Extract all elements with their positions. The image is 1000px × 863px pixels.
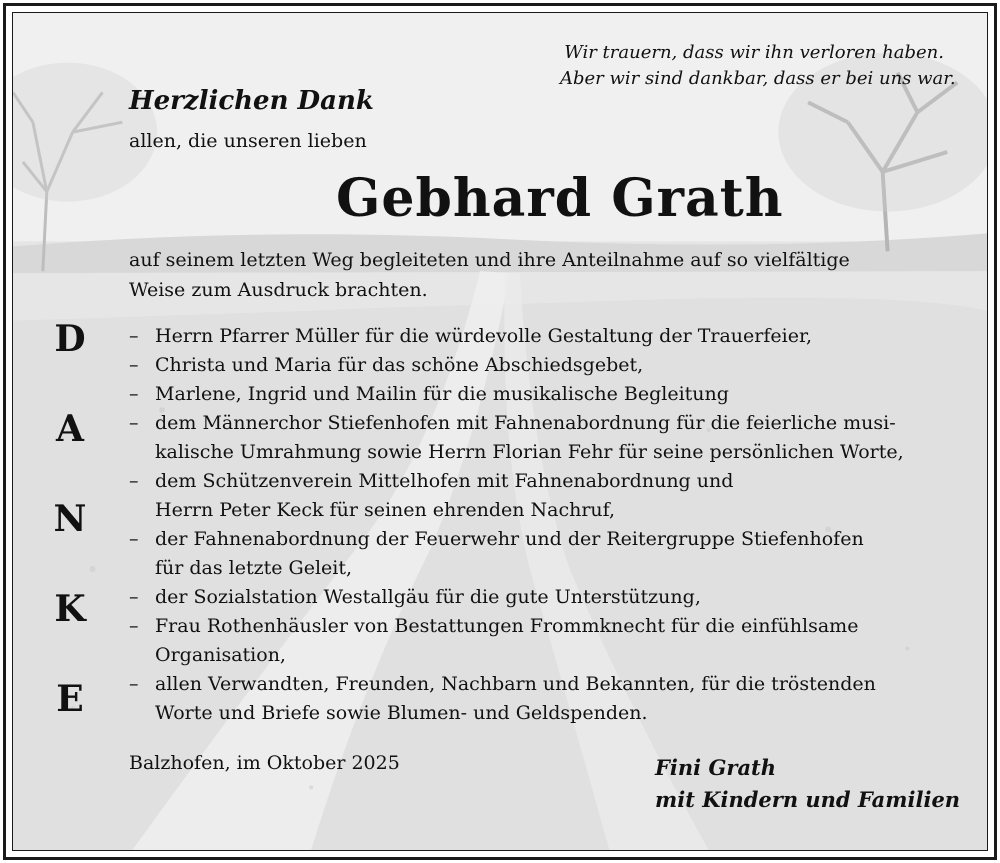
dash-bullet: – [129, 470, 139, 492]
thanks-item-line: Organisation, [155, 644, 286, 666]
deceased-name: Gebhard Grath [336, 168, 784, 229]
dash-bullet: – [129, 528, 139, 550]
thanks-item [129, 467, 904, 525]
thanks-item-line: Herrn Pfarrer Müller für die würdevolle Gestaltung der Trauerfeier, [155, 325, 812, 347]
place-date: Balzhofen, im Oktober 2025 [129, 752, 400, 774]
thanks-item-line: dem Schützenverein Mittelhofen mit Fahnenabordnung und [155, 470, 734, 492]
dash-bullet: – [129, 412, 139, 434]
thanks-item [129, 351, 904, 380]
thanks-item-line: der Fahnenabordnung der Feuerwehr und der Reitergruppe Stiefenhofen [155, 528, 864, 550]
signature [655, 752, 960, 816]
thanks-item [129, 380, 904, 409]
danke-letter: A [56, 408, 84, 450]
danke-letter: E [56, 678, 84, 720]
dash-bullet: – [129, 673, 139, 695]
thanks-item [129, 583, 904, 612]
signature-line-2: mit Kindern und Familien [655, 787, 961, 812]
thanks-item-line: Christa und Maria für das schöne Abschiedsgebet, [155, 354, 644, 376]
motto-line-2: Aber wir sind dankbar, dass er bei uns war. [560, 68, 956, 89]
thanks-item [129, 322, 904, 351]
thanks-item [129, 525, 904, 583]
dash-bullet: – [129, 615, 139, 637]
thanks-item-line: dem Männerchor Stiefenhofen mit Fahnenabordnung für die feierliche musi- [155, 412, 896, 434]
thanks-item-line: Frau Rothenhäusler von Bestattungen Frommknecht für die einfühlsame [155, 615, 859, 637]
thanks-item [129, 670, 904, 728]
signature-line-1: Fini Grath [655, 755, 777, 780]
danke-letter: K [54, 588, 86, 630]
dash-bullet: – [129, 586, 139, 608]
danke-letter: N [53, 498, 87, 540]
dash-bullet: – [129, 354, 139, 376]
intro-line-1: auf seinem letzten Weg begleiteten und ihre Anteilnahme auf so vielfältige [129, 249, 850, 271]
thanks-item [129, 612, 904, 670]
thanks-list [129, 322, 904, 728]
thanks-item-line: für das letzte Geleit, [155, 557, 353, 579]
thanks-item-line: kalische Umrahmung sowie Herrn Florian Fehr für seine persönlichen Worte, [155, 441, 904, 463]
thanks-item-line: der Sozialstation Westallgäu für die gute Unterstützung, [155, 586, 701, 608]
thanks-item-line: allen Verwandten, Freunden, Nachbarn und Bekannten, für die tröstenden [155, 673, 876, 695]
thanks-item-line: Worte und Briefe sowie Blumen- und Geldspenden. [155, 702, 648, 724]
thanks-item-line: Herrn Peter Keck für seinen ehrenden Nachruf, [155, 499, 616, 521]
dash-bullet: – [129, 325, 139, 347]
intro-text [129, 245, 850, 305]
motto [560, 40, 956, 92]
lead-text: allen, die unseren lieben [129, 130, 367, 152]
thanks-item-line: Marlene, Ingrid und Mailin für die musikalische Begleitung [155, 383, 729, 405]
dash-bullet: – [129, 383, 139, 405]
motto-line-1: Wir trauern, dass wir ihn verloren haben. [564, 42, 944, 63]
danke-letter: D [54, 318, 86, 360]
thanks-heading: Herzlichen Dank [129, 86, 374, 116]
intro-line-2: Weise zum Ausdruck brachten. [129, 279, 428, 301]
thanks-item [129, 409, 904, 467]
